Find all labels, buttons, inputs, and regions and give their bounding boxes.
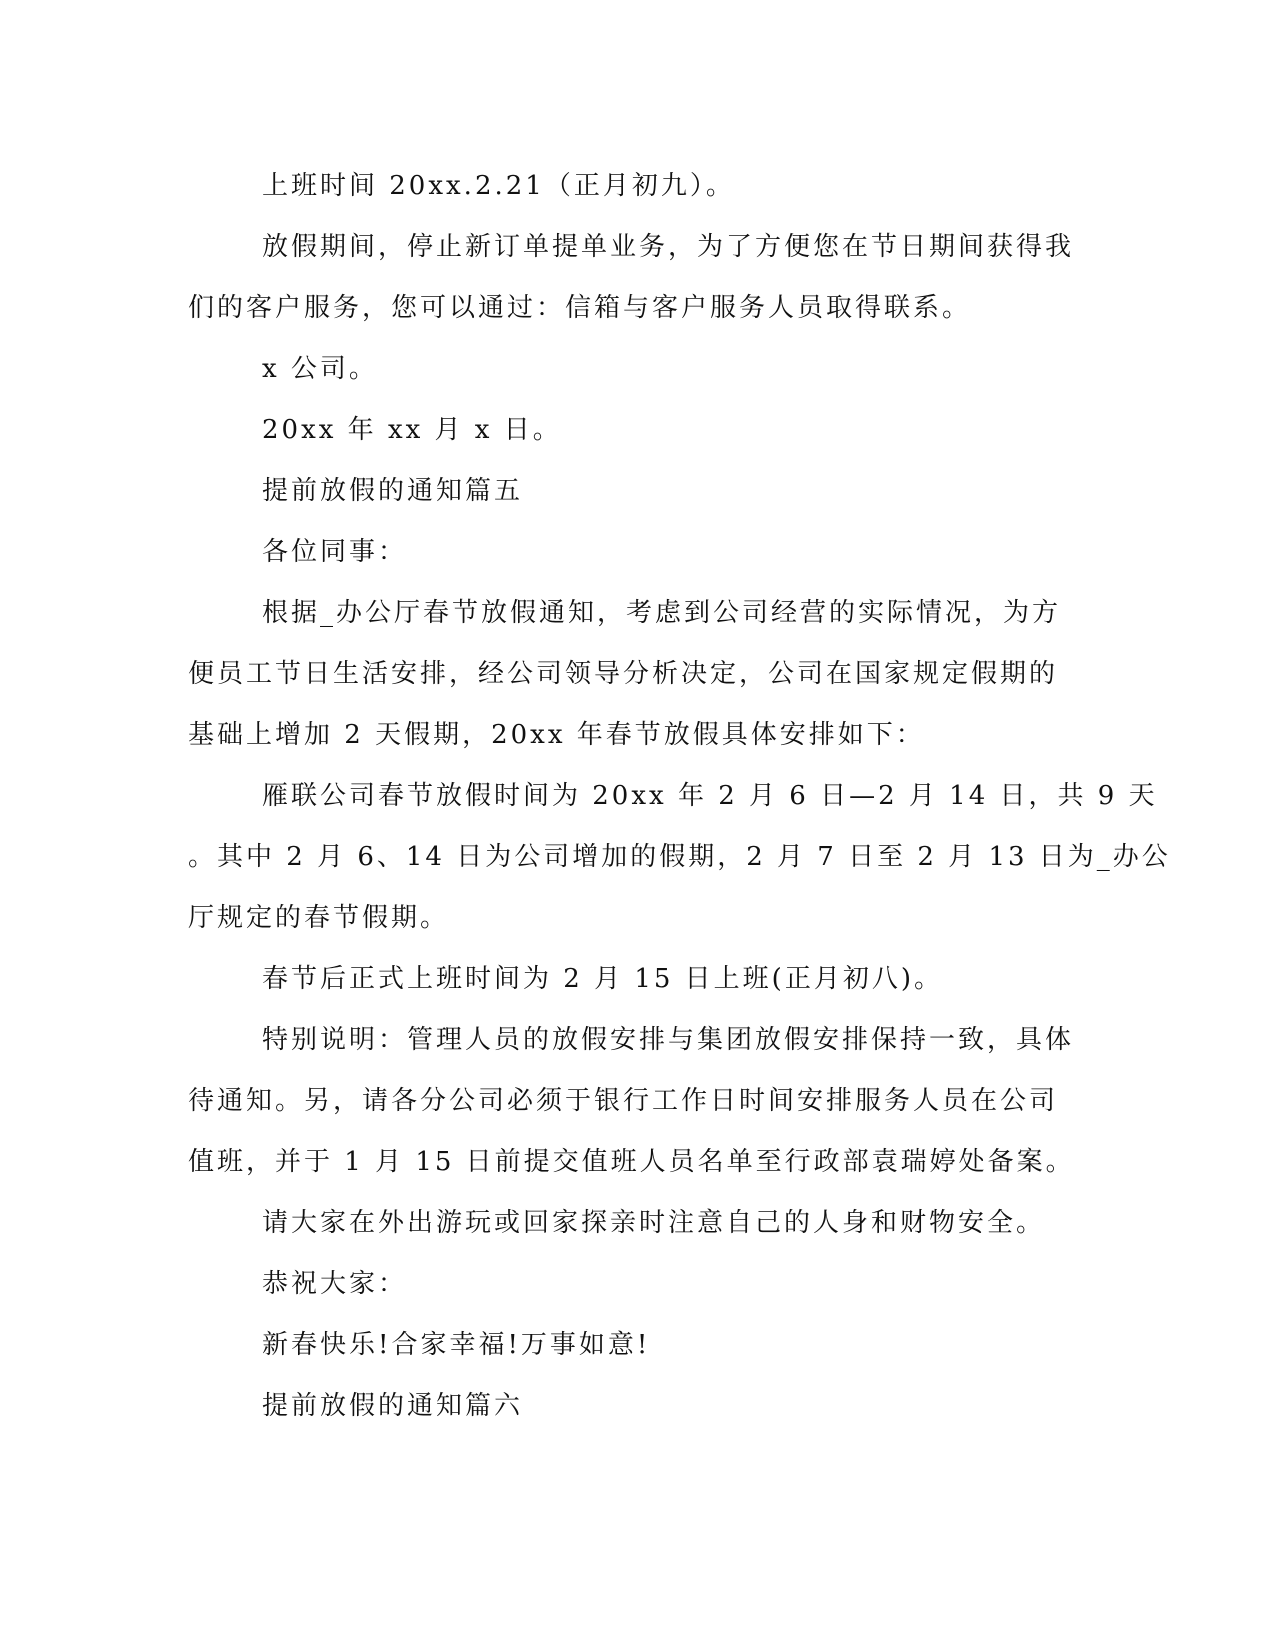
text-line: 请大家在外出游玩或回家探亲时注意自己的人身和财物安全。 (262, 1208, 1046, 1238)
text-line: 特别说明：管理人员的放假安排与集团放假安排保持一致，具体 (262, 1025, 1075, 1055)
text-line: 基础上增加 2 天假期，20xx 年春节放假具体安排如下： (188, 720, 925, 750)
text-line: 根据_办公厅春节放假通知，考虑到公司经营的实际情况，为方 (262, 598, 1062, 628)
text-line: 们的客户服务，您可以通过：信箱与客户服务人员取得联系。 (188, 293, 972, 323)
salutation: 各位同事： (262, 537, 408, 567)
text-line: 厅规定的春节假期。 (188, 903, 450, 933)
text-line: 放假期间，停止新订单提单业务，为了方便您在节日期间获得我 (262, 232, 1075, 262)
text-line: 春节后正式上班时间为 2 月 15 日上班(正月初八)。 (262, 964, 943, 994)
text-line: 20xx 年 xx 月 x 日。 (262, 415, 562, 445)
document-body (188, 166, 1171, 1447)
text-line: 待通知。另，请各分公司必须于银行工作日时间安排服务人员在公司 (188, 1086, 1059, 1116)
section-heading: 提前放假的通知篇五 (262, 476, 524, 506)
text-line: 便员工节日生活安排，经公司领导分析决定，公司在国家规定假期的 (188, 659, 1059, 689)
text-line: x 公司。 (262, 354, 378, 384)
text-line: 雁联公司春节放假时间为 20xx 年 2 月 6 日—2 月 14 日，共 9 天 (262, 781, 1158, 811)
text-line: 。其中 2 月 6、14 日为公司增加的假期，2 月 7 日至 2 月 13 日为_办公 (188, 842, 1171, 872)
section-heading: 提前放假的通知篇六 (262, 1391, 524, 1421)
text-line: 恭祝大家： (262, 1269, 408, 1299)
text-line: 值班，并于 1 月 15 日前提交值班人员名单至行政部袁瑞婷处备案。 (188, 1147, 1075, 1177)
text-line: 上班时间 20xx.2.21（正月初九）。 (262, 171, 735, 201)
text-line: 新春快乐!合家幸福!万事如意! (262, 1330, 651, 1360)
